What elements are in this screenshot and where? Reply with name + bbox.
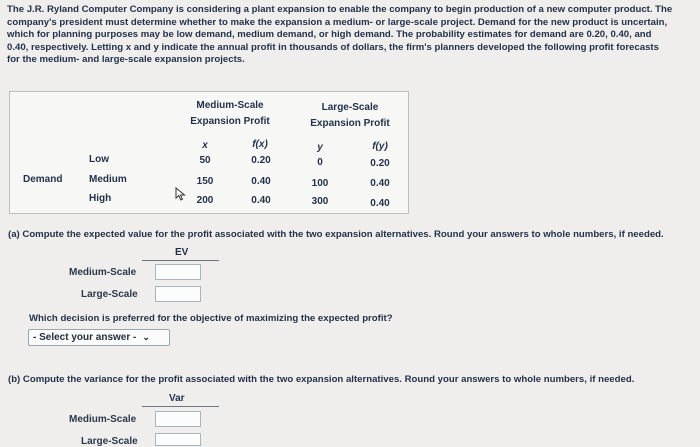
chevron-down-icon: ⌄	[142, 332, 150, 342]
cell-y: 300	[311, 196, 329, 207]
var-large-input[interactable]	[155, 433, 201, 446]
intro-line: which for planning purposes may be low demand, medium demand, or high demand. The probability estimates for demand are 0.20, 0.40, and	[7, 29, 652, 41]
intro-line: company's president must determine whether to make the expansion a medium- or large-scale project. Demand for the new product is uncertain,	[7, 16, 668, 28]
problem-statement	[7, 4, 695, 67]
demand-label: Demand	[23, 174, 63, 185]
col-header-fx: f(x)	[252, 139, 268, 150]
intro-line: for the medium- and large-scale expansion projects.	[7, 54, 245, 66]
medium-header-line2: Expansion Profit	[190, 116, 270, 127]
cell-y: 0	[317, 157, 323, 168]
select-value: - Select your answer -	[33, 332, 137, 343]
row-level-medium: Medium	[89, 174, 127, 185]
medium-header-line1: Medium-Scale	[196, 100, 264, 111]
ev-header-divider	[142, 260, 219, 261]
var-medium-input[interactable]	[155, 411, 201, 427]
ev-column-header: EV	[175, 247, 189, 258]
cell-x: 50	[199, 155, 211, 166]
part-b-large-label: Large-Scale	[81, 436, 138, 447]
large-header-line1: Large-Scale	[321, 102, 379, 113]
part-b-question: (b) Compute the variance for the profit associated with the two expansion alternatives. Round your answers to whole numbers, if needed.	[8, 374, 635, 385]
profit-forecast-table	[9, 91, 409, 214]
cell-fy: 0.40	[370, 198, 390, 209]
part-b-medium-label: Medium-Scale	[69, 414, 137, 425]
preferred-decision-select[interactable]	[28, 329, 170, 346]
part-a-question: (a) Compute the expected value for the profit associated with the two expansion alternatives. Round your answers to whole numbers, if needed.	[8, 229, 664, 240]
row-level-high: High	[89, 193, 112, 204]
cell-fy: 0.40	[370, 178, 390, 189]
ev-large-input[interactable]	[155, 286, 201, 302]
part-a-medium-label: Medium-Scale	[69, 267, 137, 278]
intro-line: The J.R. Ryland Computer Company is considering a plant expansion to enable the company to begin production of a new computer product. The	[7, 4, 673, 15]
cell-fx: 0.40	[251, 176, 271, 187]
cell-x: 200	[196, 195, 214, 206]
large-header-line2: Expansion Profit	[310, 118, 390, 129]
cell-fx: 0.40	[251, 195, 271, 206]
cell-x: 150	[196, 176, 214, 187]
cell-y: 100	[311, 178, 329, 189]
cell-fy: 0.20	[370, 158, 390, 169]
intro-line: 0.40, respectively. Letting x and y indicate the annual profit in thousands of dollars, the firm's planners developed the following profit forecasts	[7, 41, 659, 53]
preferred-decision-question: Which decision is preferred for the objective of maximizing the expected profit?	[29, 313, 393, 324]
col-header-fy: f(y)	[372, 141, 388, 152]
var-header-divider	[142, 406, 219, 407]
col-header-y: y	[317, 142, 323, 153]
part-a-large-label: Large-Scale	[81, 289, 138, 300]
var-column-header: Var	[169, 393, 185, 404]
ev-medium-input[interactable]	[155, 264, 201, 280]
cell-fx: 0.20	[251, 155, 271, 166]
col-header-x: x	[202, 140, 208, 151]
mouse-pointer-icon	[175, 187, 187, 201]
row-level-low: Low	[89, 154, 109, 165]
